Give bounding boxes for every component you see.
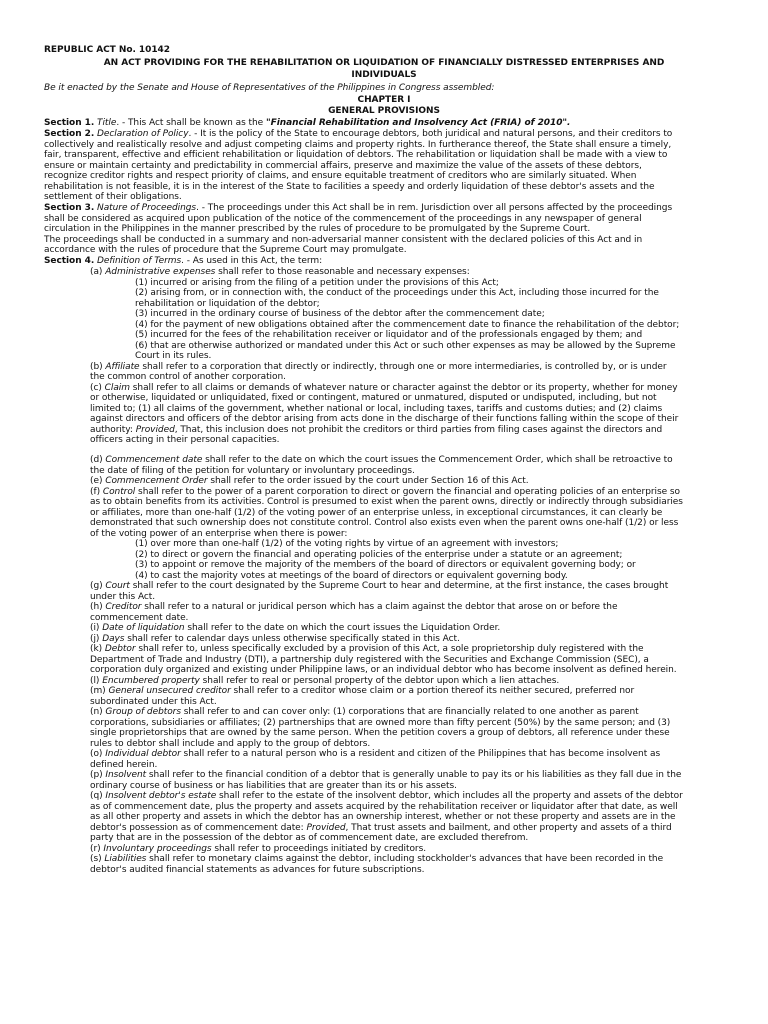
definition-text: shall refer to the date on which the court issues the Commencement Order, which shall be retroactive to — [202, 455, 673, 465]
section-text: . - As used in this Act, the term: — [181, 256, 323, 266]
definition-line: defined herein. — [90, 759, 158, 770]
definition-line: demonstrated that such ownership does not constitute control. Control also exists even when the parent owns one-half (1/2) or less — [90, 518, 679, 528]
definition-c — [90, 383, 677, 394]
definition-text: shall refer to all claims or demands of whatever nature or character against the debtor or its property, whether for money — [129, 382, 678, 393]
definition-term: Days — [102, 633, 125, 644]
definition-l — [90, 676, 559, 687]
section-label: Section 1. — [44, 118, 95, 128]
definition-m — [90, 686, 634, 697]
definition-item: (3) incurred in the ordinary course of business of the debtor after the commencement date; — [135, 309, 545, 319]
definition-line: limited to; (1) all claims of the government, whether national or local, including taxes, tariffs and customs duties; and (2) claims — [90, 403, 663, 414]
definition-label: (b) — [90, 361, 106, 372]
section-text: . - The proceedings under this Act shall be in rem. Jurisdiction over all persons affected by the proceedings — [196, 203, 673, 213]
definition-text: shall refer to and can cover only: (1) corporations that are financially related to one another as parent — [180, 707, 639, 717]
definition-text: shall refer to a natural or juridical person which has a claim against the debtor that arose on or before the — [141, 602, 618, 612]
definition-label: (m) — [90, 686, 109, 696]
definition-item: (3) to appoint or remove the majority of the members of the board of directors or equivalent governing body; or — [135, 560, 636, 570]
section-3 — [44, 203, 672, 214]
section-heading: Definition of Terms — [97, 256, 182, 266]
section-text: . - This Act shall be known as the — [116, 118, 266, 128]
definition-j — [90, 634, 460, 645]
definition-text: shall refer to the court designated by the Supreme Court to hear and determine, at the first instance, the cases brought — [129, 581, 669, 591]
definition-item: (2) to direct or govern the financial and operating policies of the enterprise under a statute or an agreement; — [135, 549, 623, 560]
definition-line: officers acting in their personal capacities. — [90, 435, 280, 445]
definition-line: corporation duly organized and existing under Philippine laws, or an individual debtor who has become insolvent as defined herein. — [90, 665, 677, 675]
definition-text: shall refer to the financial condition of a debtor that is generally unable to pay its or his liabilities as they fall due in the — [146, 770, 682, 780]
definition-h — [90, 602, 617, 613]
section-2-line: ensure or maintain certainty and predictability in commercial affairs, preserve and maximize the value of the assets of these debtors, — [44, 160, 642, 171]
definition-text: shall refer to a corporation that directly or indirectly, through one or more intermediaries, is controlled by, or is under — [139, 361, 667, 372]
section-1 — [44, 118, 570, 129]
section-label: Section 3. — [44, 203, 95, 213]
definition-item: (4) to cast the majority votes at meetings of the board of directors or equivalent governing body. — [135, 570, 568, 581]
section-3-line: shall be considered as acquired upon publication of the notice of the commencement of the proceedings in any newspaper of general — [44, 213, 642, 224]
definition-label: (l) — [90, 675, 103, 686]
section-4 — [44, 256, 322, 267]
section-2-line: rehabilitation is not feasible, it is in the interest of the State to facilities a speedy and orderly liquidation of these debtor's assets and the — [44, 181, 655, 192]
definition-line: the common control of another corporation. — [90, 372, 286, 382]
definition-text: shall refer to a creditor whose claim or a portion thereof its neither secured, preferred nor — [230, 686, 635, 696]
definition-text: shall refer to the estate of the insolvent debtor, which includes all the property and assets of the debtor — [216, 791, 683, 801]
definition-label: (k) — [90, 644, 105, 654]
section-3-line: accordance with the rules of procedure that the Supreme Court may promulgate. — [44, 245, 407, 255]
definition-line: corporations, subsidiaries or affiliates; (2) partnerships that are owned more than fifty percent (50%) by the same person; and (3) — [90, 717, 671, 728]
definition-term: Affiliate — [105, 361, 140, 372]
definition-term: Group of debtors — [105, 707, 181, 717]
definition-s — [90, 854, 663, 865]
definition-term: Court — [105, 581, 130, 591]
definition-label: (j) — [90, 633, 103, 644]
definition-p — [90, 770, 681, 781]
definition-label: (d) — [90, 455, 106, 465]
definition-term: Debtor — [104, 644, 136, 654]
definition-term: Control — [102, 486, 136, 497]
definition-term: General unsecured creditor — [108, 686, 231, 696]
definition-text: shall refer to the date on which the court issues the Liquidation Order. — [184, 623, 501, 633]
section-label: Section 2. — [44, 129, 95, 139]
definition-line: debtor's audited financial statements as advances for future subscriptions. — [90, 864, 425, 875]
definition-line: against directors and officers of the debtor arising from acts done in the discharge of their functions falling within the scope of their — [90, 414, 679, 424]
definition-text: shall refer to the order issued by the court under Section 16 of this Act. — [207, 476, 529, 486]
definition-term: Commencement Order — [105, 476, 208, 486]
definition-text: shall refer to real or personal property of the debtor upon which a lien attaches. — [199, 675, 560, 686]
definition-label: (o) — [90, 749, 106, 759]
definition-item: rehabilitation or liquidation of the debtor; — [135, 298, 320, 309]
section-2-line: recognize creditor rights and respect priority of claims, and ensure equitable treatment of creditors who are similarly situated. When — [44, 171, 637, 181]
definition-term: Creditor — [105, 602, 142, 612]
definition-label: (n) — [90, 707, 106, 717]
definition-label: (f) — [90, 486, 103, 497]
act-title-line1: AN ACT PROVIDING FOR THE REHABILITATION OR LIQUIDATION OF FINANCIALLY DISTRESSED ENTERPRISES AND — [103, 58, 665, 68]
definition-term: Liabilities — [104, 854, 147, 864]
definition-label: (c) — [90, 382, 105, 393]
definition-g — [90, 581, 668, 592]
definition-label: (p) — [90, 770, 106, 780]
definition-line: party that are in the possession of the debtor as of commencement date, are excluded therefrom. — [90, 833, 529, 843]
definition-text: shall refer to monetary claims against the debtor, including stockholder's advances that have been recorded in the — [146, 854, 664, 864]
definition-label: (h) — [90, 602, 106, 612]
definition-line — [90, 425, 662, 436]
definition-r — [90, 844, 426, 855]
definition-term: Commencement date — [105, 455, 203, 465]
definition-q — [90, 791, 683, 802]
definition-text: shall refer to calendar days unless otherwise specifically stated in this Act. — [124, 633, 460, 644]
definition-line: ordinary course of business or has liabilities that are greater than its or his assets. — [90, 780, 457, 791]
section-2-line: collectively and realistically resolve and adjust competing claims and property rights. In furtherance thereof, the State shall ensure a timely, — [44, 139, 672, 150]
short-title: "Financial Rehabilitation and Insolvency Act (FRIA) of 2010". — [265, 118, 571, 128]
definition-o — [90, 749, 660, 760]
definition-item: Court in its rules. — [135, 351, 212, 361]
chapter-heading: CHAPTER I — [357, 95, 411, 105]
definition-label: (g) — [90, 581, 106, 591]
definition-line: or affiliates, more than one-half (1/2) of the voting power of an enterprise unless, in exceptional circumstances, it can clearly be — [90, 507, 663, 518]
section-heading: Declaration of Policy — [97, 129, 189, 139]
definition-text: shall refer to the power of a parent corporation to direct or govern the financial and operating policies of an enterprise so — [135, 486, 680, 497]
definition-line: rules to debtor shall include and apply to the group of debtors. — [90, 738, 371, 749]
section-heading: Title — [97, 118, 117, 128]
definition-term: Date of liquidation — [102, 623, 185, 633]
definition-text: , That, this inclusion does not prohibit the creditors or third parties from filing cases against the directors and — [174, 424, 663, 435]
section-text: . - It is the policy of the State to encourage debtors, both juridical and natural persons, and their creditors to — [188, 129, 673, 139]
definition-d — [90, 455, 673, 466]
definition-line: commencement date. — [90, 612, 189, 623]
definition-text: shall refer to proceedings initiated by creditors. — [211, 843, 427, 854]
definition-term: Claim — [104, 382, 130, 393]
definition-line — [90, 823, 672, 834]
definition-line: under this Act. — [90, 591, 156, 602]
definition-item: (1) over more than one-half (1/2) of the voting rights by virtue of an agreement with investors; — [135, 539, 559, 549]
definition-term: Involuntary proceedings — [103, 843, 212, 854]
chapter-title: GENERAL PROVISIONS — [328, 106, 440, 116]
definition-text: authority: — [90, 424, 136, 435]
definition-label: (i) — [90, 623, 103, 633]
definition-item: (5) incurred for the fees of the rehabilitation receiver or liquidator and of the professionals engaged by them; and — [135, 330, 643, 340]
definition-term: Individual debtor — [105, 749, 181, 759]
section-label: Section 4. — [44, 256, 95, 266]
definition-term: Insolvent — [105, 770, 147, 780]
definition-label: (e) — [90, 476, 106, 486]
definition-text: shall refer to a natural person who is a resident and citizen of the Philippines that has become insolvent as — [180, 749, 661, 759]
definition-text: debtor's possession as of commencement date: — [90, 822, 307, 833]
definition-line: or otherwise, liquidated or unliquidated, fixed or contingent, matured or unmatured, disputed or undisputed, including, but not — [90, 393, 657, 403]
section-3-line: The proceedings shall be conducted in a summary and non-adversarial manner consistent with the declared policies of this Act and in — [44, 234, 643, 245]
act-number: REPUBLIC ACT No. 10142 — [44, 45, 170, 55]
definition-text: shall refer to those reasonable and necessary expenses: — [215, 267, 470, 277]
definition-item: (1) incurred or arising from the filing of a petition under the provisions of this Act; — [135, 277, 499, 288]
act-title-line2: INDIVIDUALS — [351, 70, 417, 80]
enacting-clause: Be it enacted by the Senate and House of Representatives of the Philippines in Congress assembled: — [44, 83, 495, 93]
section-3-line: circulation in the Philippines in the manner prescribed by the rules of procedure to be promulgated by the Supreme Court. — [44, 224, 591, 234]
definition-a — [90, 267, 470, 278]
proviso-term: Provided — [135, 424, 175, 435]
definition-label: (q) — [90, 791, 106, 801]
definition-i — [90, 623, 500, 634]
definition-line: Department of Trade and Industry (DTI), a partnership duly registered with the Securities and Exchange Commission (SEC), a — [90, 654, 649, 665]
definition-text: , That trust assets and bailment, and other property and assets of a third — [345, 822, 672, 833]
definition-line: as of commencement date, plus the property and assets acquired by the rehabilitation receiver or liquidator after that date, as well — [90, 801, 678, 812]
definition-k — [90, 644, 644, 655]
definition-label: (r) — [90, 843, 104, 854]
section-2-line: settlement of their obligations. — [44, 192, 182, 202]
definition-b — [90, 362, 667, 373]
definition-e — [90, 476, 529, 487]
definition-line: single proprietorships that are owned by the same person. When the petition covers a group of debtors, all reference under these — [90, 728, 670, 738]
definition-term: Encumbered property — [102, 675, 200, 686]
definition-line: subordinated under this Act. — [90, 696, 217, 707]
proviso-term: Provided — [306, 822, 346, 833]
definition-line: as to obtain benefits from its activities. Control is presumed to exist when the parent owns, directly or indirectly through subsidiaries — [90, 497, 683, 507]
definition-f — [90, 487, 680, 498]
definition-item: (6) that are otherwise authorized or mandated under this Act or such other expenses as may be allowed by the Supreme — [135, 340, 676, 351]
definition-line: as all other property and assets in which the debtor has an ownership interest, whether or not these property and assets are in the — [90, 812, 676, 822]
section-2-line: fair, transparent, effective and efficient rehabilitation or liquidation of debtors. The rehabilitation or liquidation shall be made with a view to — [44, 150, 668, 160]
definition-term: Administrative expenses — [105, 267, 216, 277]
definition-label: (a) — [90, 267, 106, 277]
definition-term: Insolvent debtor's estate — [105, 791, 217, 801]
definition-text: shall refer to, unless specifically excluded by a provision of this Act, a sole proprietorship duly registered with the — [135, 644, 644, 654]
section-heading: Nature of Proceedings — [97, 203, 197, 213]
definition-label: (s) — [90, 854, 105, 864]
definition-item: (2) arising from, or in connection with, the conduct of the proceedings under this Act, including those incurred for the — [135, 288, 659, 298]
definition-line: the date of filing of the petition for voluntary or involuntary proceedings. — [90, 465, 415, 476]
section-2 — [44, 129, 672, 140]
definition-item: (4) for the payment of new obligations obtained after the commencement date to finance the rehabilitation of the debtor; — [135, 319, 680, 330]
definition-n — [90, 707, 639, 718]
definition-line: of the voting power of an enterprise when there is power: — [90, 528, 348, 539]
